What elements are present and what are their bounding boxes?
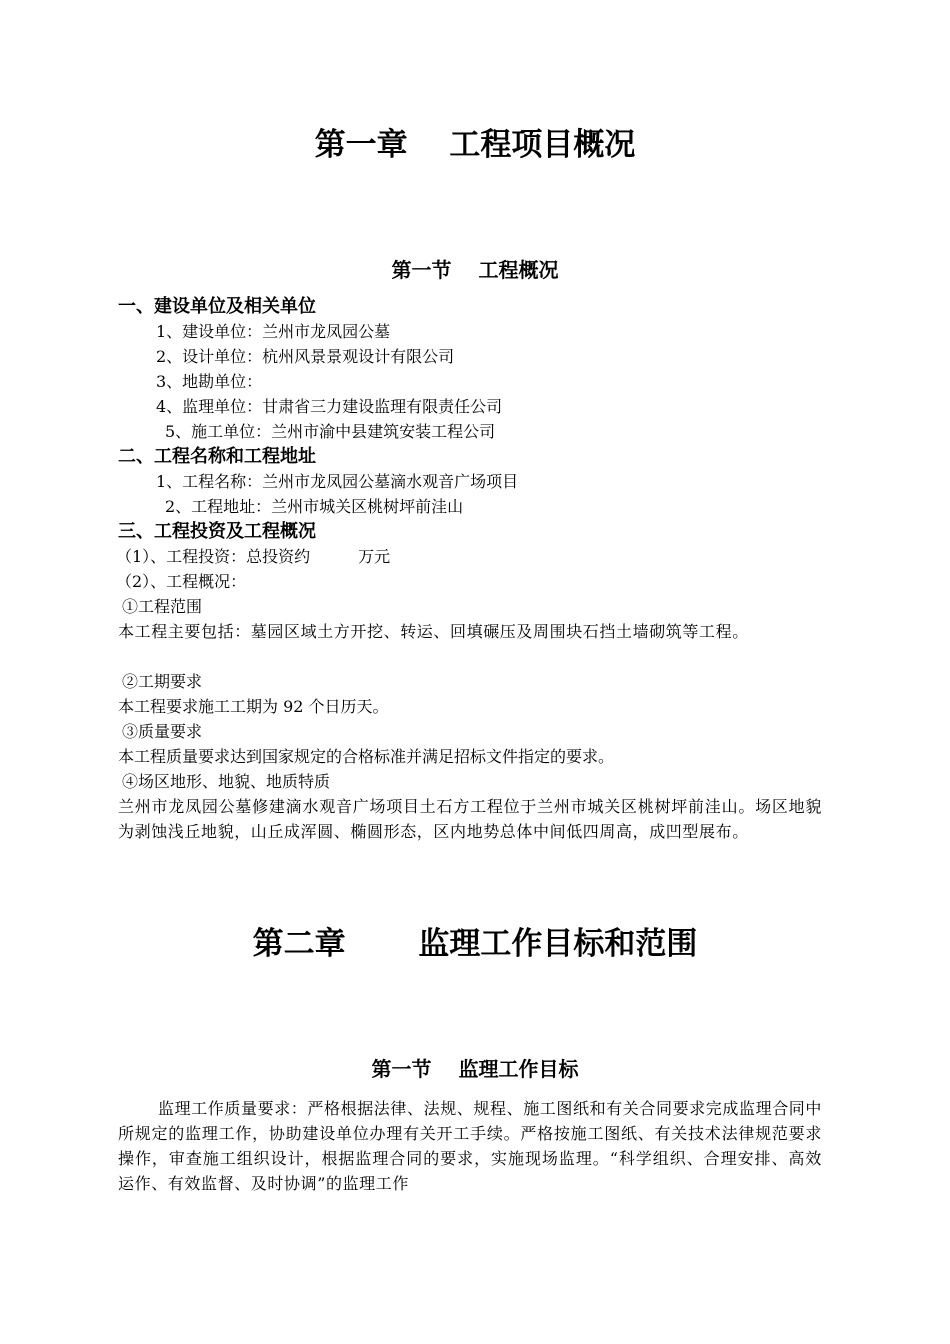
heading-related-units: 一、建设单位及相关单位 bbox=[118, 296, 316, 317]
label-quality: ③质量要求 bbox=[122, 722, 203, 741]
text-scope: 本工程主要包括：墓园区域土方开挖、转运、回填碾压及周围块石挡土墙砌筑等工程。 bbox=[118, 622, 749, 641]
text-quality: 本工程质量要求达到国家规定的合格标准并满足招标文件指定的要求。 bbox=[118, 747, 615, 766]
item-design-unit: 2、设计单位：杭州风景景观设计有限公司 bbox=[156, 347, 455, 366]
label-period: ②工期要求 bbox=[122, 672, 203, 691]
item-investment: （1）、工程投资：总投资约 万元 bbox=[116, 547, 391, 566]
item-construction-unit: 5、施工单位：兰州市渝中县建筑安装工程公司 bbox=[165, 422, 496, 441]
text-supervision-goal: 监理工作质量要求：严格根据法律、法规、规程、施工图纸和有关合同要求完成监理合同中所规定的监理工作，协助建设单位办理有关开工手续。严格按施工图纸、有关技术法律规范要求操作，审查施工组织设计，根据监理合同的要求，实施现场监理。“科学组织、合理安排、高效运作、有效监督、及时协调”的监理工作 bbox=[118, 1099, 823, 1193]
item-survey-unit: 3、地勘单位： bbox=[156, 372, 263, 391]
label-terrain: ④场区地形、地貌、地质特质 bbox=[122, 772, 331, 791]
chapter-1-section-1-title: 第一节 工程概况 bbox=[391, 258, 559, 282]
chapter-2-section-1-title: 第一节 监理工作目标 bbox=[371, 1057, 579, 1081]
chapter-2-title: 第二章 监理工作目标和范围 bbox=[252, 926, 698, 962]
text-terrain: 兰州市龙凤园公墓修建滴水观音广场项目土石方工程位于兰州市城关区桃树坪前洼山。场区地貌为剥蚀浅丘地貌，山丘成浑圆、椭圆形态，区内地势总体中间低四周高，成凹型展布。 bbox=[118, 797, 822, 841]
item-owner-unit: 1、建设单位：兰州市龙凤园公墓 bbox=[156, 322, 391, 341]
chapter-1-title: 第一章 工程项目概况 bbox=[314, 127, 636, 163]
heading-project-name-address: 二、工程名称和工程地址 bbox=[118, 446, 316, 467]
item-project-name: 1、工程名称：兰州市龙凤园公墓滴水观音广场项目 bbox=[156, 472, 519, 491]
item-project-address: 2、工程地址：兰州市城关区桃树坪前洼山 bbox=[165, 497, 464, 516]
text-period: 本工程要求施工工期为 92 个日历天。 bbox=[118, 697, 389, 716]
item-overview: （2）、工程概况： bbox=[116, 572, 247, 591]
label-scope: ①工程范围 bbox=[122, 597, 203, 616]
heading-investment-overview: 三、工程投资及工程概况 bbox=[118, 521, 316, 542]
item-supervision-unit: 4、监理单位：甘肃省三力建设监理有限责任公司 bbox=[156, 397, 503, 416]
